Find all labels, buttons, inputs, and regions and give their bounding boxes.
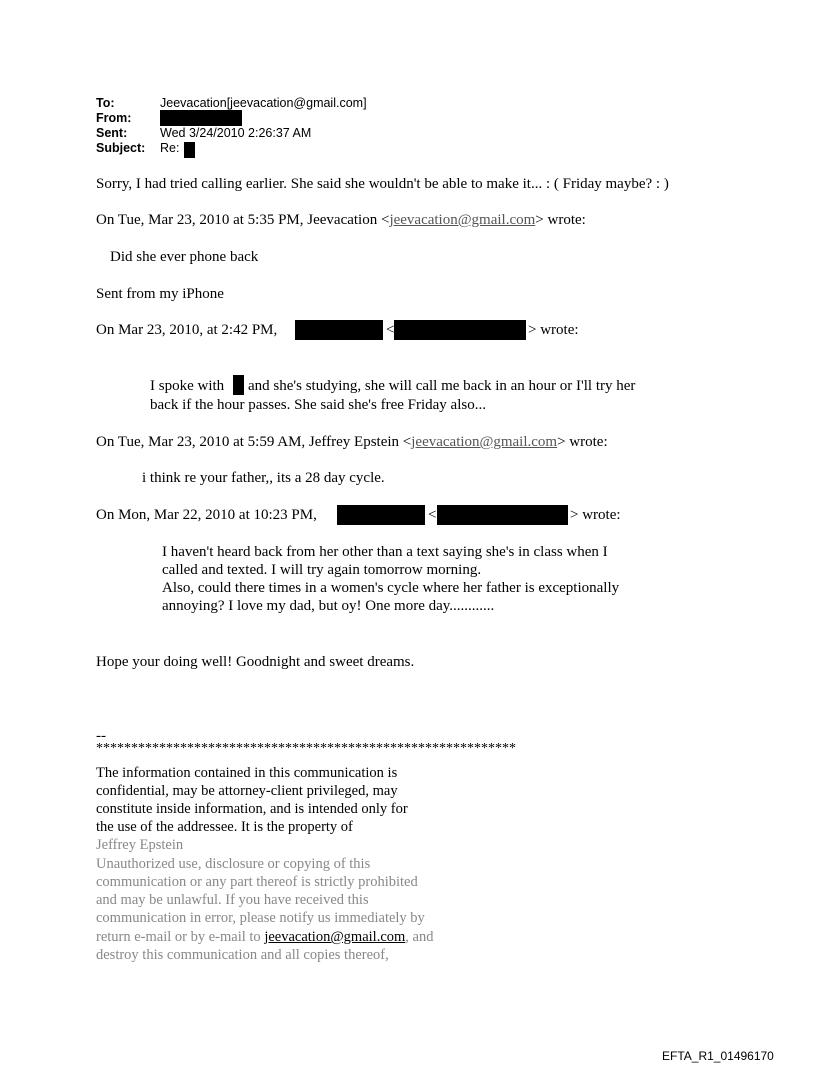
quote3-email-link[interactable]: jeevacation@gmail.com xyxy=(411,434,558,450)
document-id: EFTA_R1_01496170 xyxy=(662,1049,774,1063)
quote1-text: Did she ever phone back xyxy=(110,249,259,265)
quote2-email-redaction xyxy=(394,320,526,340)
quote4-lt: < xyxy=(428,507,437,523)
quote3-text: i think re your father,, its a 28 day cycle. xyxy=(142,470,385,486)
quote4-line2: called and texted. I will try again tomorrow morning. xyxy=(162,562,482,578)
to-label: To: xyxy=(96,96,115,110)
disclaimer-line5: Jeffrey Epstein xyxy=(96,837,184,853)
quote4-attribution-post: > wrote: xyxy=(570,507,621,523)
closing-text: Hope your doing well! Goodnight and sweet dreams. xyxy=(96,654,415,670)
quote3-attribution xyxy=(96,433,608,451)
sent-from-text: Sent from my iPhone xyxy=(96,286,224,302)
quote4-line1: I haven't heard back from her other than a text saying she's in class when I xyxy=(162,544,608,560)
subject-label: Subject: xyxy=(96,141,146,155)
disclaimer-line10-pre: return e-mail or by e-mail to xyxy=(96,929,261,945)
disclaimer-line2: confidential, may be attorney-client privileged, may xyxy=(96,783,398,799)
quote4-line3: Also, could there times in a women's cycle where her father is exceptionally xyxy=(162,580,620,596)
disclaimer-line11: destroy this communication and all copies thereof, xyxy=(96,947,389,963)
subject-redaction xyxy=(184,142,195,158)
quote2-attribution-post: > wrote: xyxy=(528,322,579,338)
disclaimer-line3: constitute inside information, and is intended only for xyxy=(96,801,408,817)
signature-dashes: -- xyxy=(96,728,106,744)
quote1-attribution-post: > wrote: xyxy=(535,212,586,228)
disclaimer-line7: communication or any part thereof is strictly prohibited xyxy=(96,874,418,890)
quote4-attribution-pre: On Mon, Mar 22, 2010 at 10:23 PM, xyxy=(96,507,317,523)
disclaimer-line1: The information contained in this communication is xyxy=(96,765,398,781)
sent-value: Wed 3/24/2010 2:26:37 AM xyxy=(160,126,312,140)
quote2-attribution-pre: On Mar 23, 2010, at 2:42 PM, xyxy=(96,322,278,338)
disclaimer-line9: communication in error, please notify us immediately by xyxy=(96,910,425,926)
quote2-inline-redaction xyxy=(233,375,244,395)
disclaimer-line8: and may be unlawful. If you have received this xyxy=(96,892,369,908)
quote3-attribution-pre: On Tue, Mar 23, 2010 at 5:59 AM, Jeffrey Epstein < xyxy=(96,434,412,450)
reply-text: Sorry, I had tried calling earlier. She said she wouldn't be able to make it... : ( Friday maybe? : ) xyxy=(96,176,669,192)
signature-stars: ************************************************************ xyxy=(96,741,516,756)
quote4-email-redaction xyxy=(437,505,568,525)
disclaimer-line10 xyxy=(96,928,433,946)
quote1-email-link[interactable]: jeevacation@gmail.com xyxy=(389,212,536,228)
quote2-name-redaction xyxy=(295,320,383,340)
sent-label: Sent: xyxy=(96,126,128,140)
disclaimer-email-link[interactable]: jeevacation@gmail.com xyxy=(264,929,406,945)
quote1-attribution-pre: On Tue, Mar 23, 2010 at 5:35 PM, Jeevacation < xyxy=(96,212,390,228)
subject-value: Re: xyxy=(160,141,180,155)
disclaimer-line6: Unauthorized use, disclosure or copying of this xyxy=(96,856,371,872)
quote2-line1b: and she's studying, she will call me back in an hour or I'll try her xyxy=(248,378,636,394)
quote1-attribution xyxy=(96,211,586,229)
quote2-line2: back if the hour passes. She said she's free Friday also... xyxy=(150,397,486,413)
quote2-lt: < xyxy=(386,322,395,338)
quote2-line1a: I spoke with xyxy=(150,378,225,394)
disclaimer-line4: the use of the addressee. It is the property of xyxy=(96,819,353,835)
from-redaction xyxy=(160,110,242,126)
to-value: Jeevacation[jeevacation@gmail.com] xyxy=(160,96,367,110)
quote4-name-redaction xyxy=(337,505,425,525)
quote3-attribution-post: > wrote: xyxy=(557,434,608,450)
disclaimer-line10-post: , and xyxy=(405,929,434,945)
from-label: From: xyxy=(96,111,132,125)
quote4-line4: annoying? I love my dad, but oy! One more day............ xyxy=(162,598,495,614)
